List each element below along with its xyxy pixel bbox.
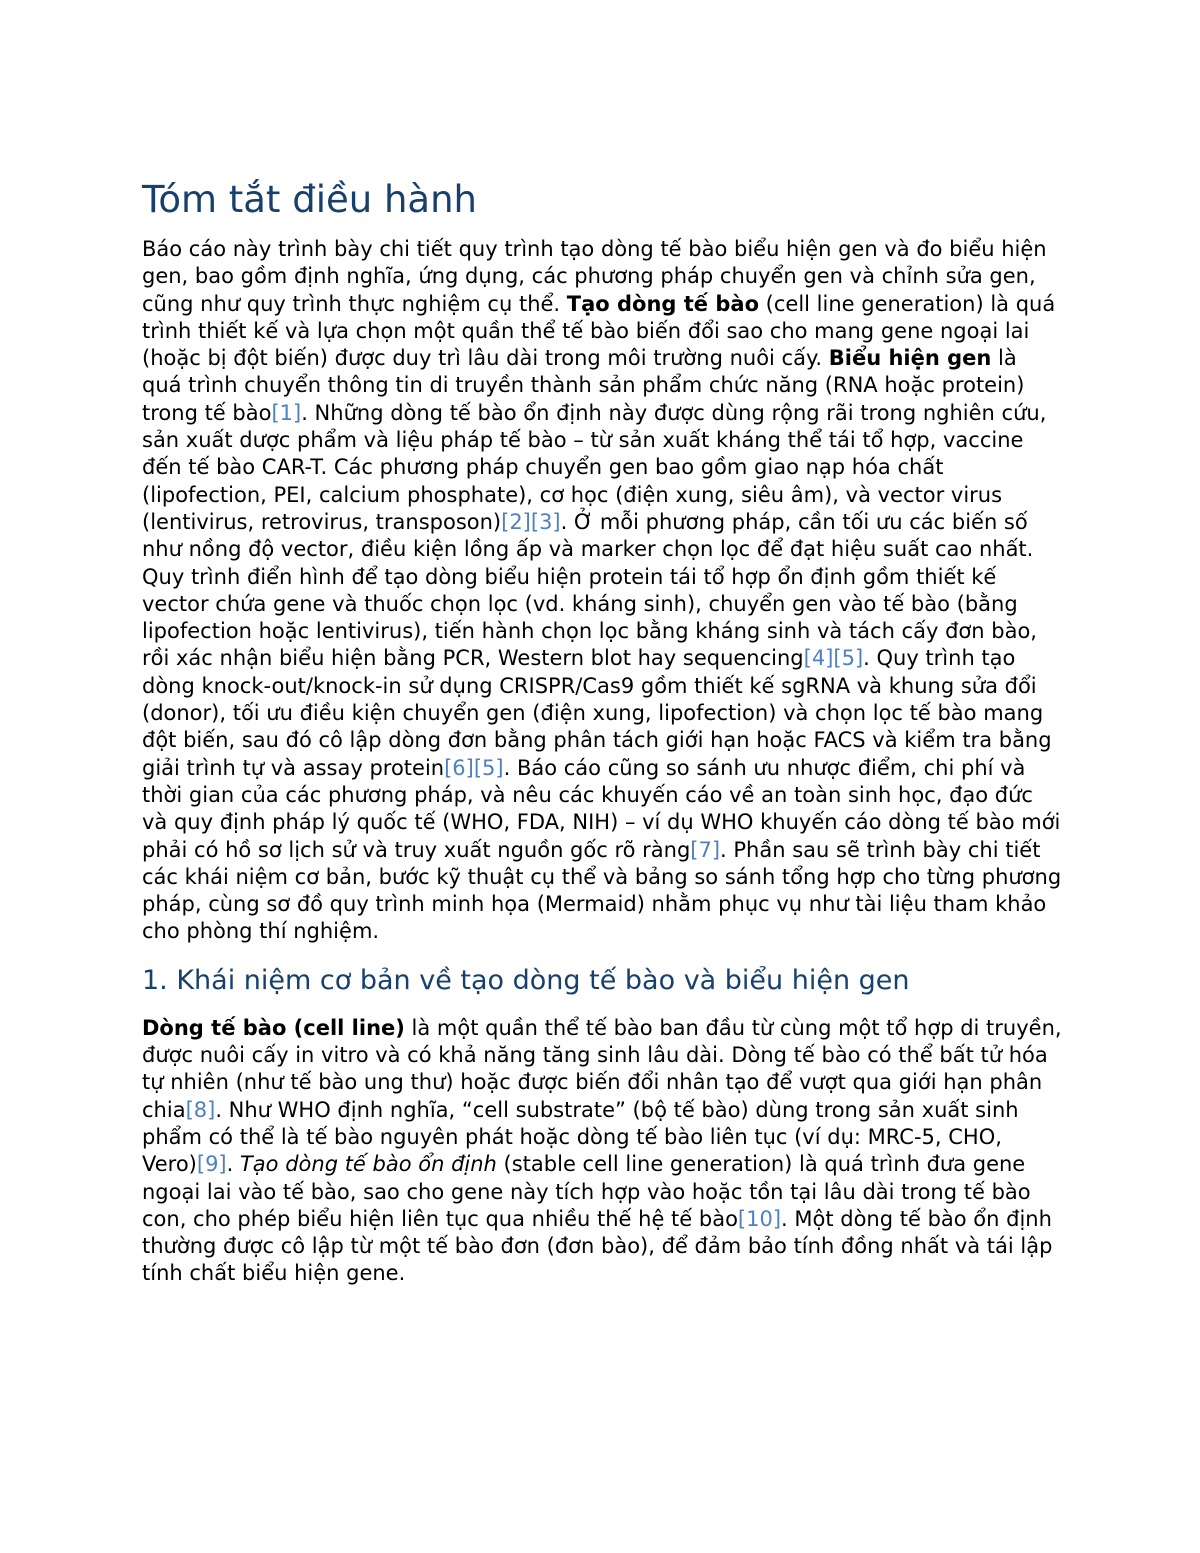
- text-run: (stable cell line generation) là quá trình đưa gene ngoại lai vào tế bào, sao cho gene này tích hợp vào hoặc tồn tại lâu dài trong tế bào con, cho phép biểu hiện liên tục qua nhiều thế hệ tế bào: [142, 1152, 1031, 1231]
- text-run: . Quy trình tạo dòng knock-out/knock-in sử dụng CRISPR/Cas9 gồm thiết kế sgRNA và khung sửa đổi (donor), tối ưu điều kiện chuyển gen (điện xung, lipofection) và chọn lọc tế bào mang đột biến, sau đó cô lập dòng đơn bằng phân tách giới hạn hoặc FACS và kiểm tra bằng giải trình tự và assay protein: [142, 646, 1052, 780]
- citation-link[interactable]: [2]: [501, 509, 531, 534]
- text-run: . Báo cáo cũng so sánh ưu nhược điểm, chi phí và thời gian của các phương pháp, và nêu các khuyến cáo về an toàn sinh học, đạo đức và quy định pháp lý quốc tế (WHO, FDA, NIH) – ví dụ WHO khuyến cáo dòng tế bào mới phải có hồ sơ lịch sử và truy xuất nguồn gốc rõ ràng: [142, 755, 1061, 862]
- text-run: là một quần thể tế bào ban đầu từ cùng một tổ hợp di truyền, được nuôi cấy in vitro và có khả năng tăng sinh lâu dài. Dòng tế bào có thể bất tử hóa tự nhiên (như tế bào ung thư) hoặc được biến đổi nhân tạo để vượt qua giới hạn phân chia: [142, 1015, 1062, 1122]
- text-run: . Như WHO định nghĩa, “cell substrate” (bộ tế bào) dùng trong sản xuất sinh phẩm có thể là tế bào nguyên phát hoặc dòng tế bào liên tục (ví dụ: MRC-5, CHO, Vero): [142, 1097, 1019, 1177]
- text-run: . Một dòng tế bào ổn định thường được cô lập từ một tế bào đơn (đơn bào), để đảm bảo tính đồng nhất và tái lập tính chất biểu hiện gene.: [142, 1206, 1053, 1286]
- citation-link[interactable]: [4]: [803, 646, 834, 671]
- citation-link[interactable]: [9]: [196, 1152, 227, 1177]
- text-run: . Những dòng tế bào ổn định này được dùng rộng rãi trong nghiên cứu, sản xuất dược phẩm và liệu pháp tế bào – từ sản xuất kháng thể tái tổ hợp, vaccine đến tế bào CAR-T. Các phương pháp chuyển gen bao gồm giao nạp hóa chất (lipofection, PEI, calcium phosphate), cơ học (điện xung, siêu âm), và vector virus (lentivirus, retrovirus, transposon): [142, 400, 1047, 534]
- citation-link[interactable]: [3]: [530, 509, 561, 534]
- bold-term: Dòng tế bào (cell line): [142, 1015, 405, 1040]
- bold-term: Tạo dòng tế bào: [566, 291, 759, 316]
- bold-term: Biểu hiện gen: [828, 346, 992, 371]
- citation-link[interactable]: [1]: [271, 400, 302, 425]
- citation-link[interactable]: [5]: [833, 646, 864, 671]
- citation-link[interactable]: [5]: [473, 755, 504, 780]
- text-run: Báo cáo này trình bày chi tiết quy trình tạo dòng tế bào biểu hiện gen và đo biểu hiện gen, bao gồm định nghĩa, ứng dụng, các phương pháp chuyển gen và chỉnh sửa gen, cũng như quy trình thực nghiệm cụ thể.: [142, 237, 1047, 316]
- text-run: (cell line generation) là quá trình thiết kế và lựa chọn một quần thể tế bào biến đổi sao cho mang gene ngoại lai (hoặc bị đột biến) được duy trì lâu dài trong môi trường nuôi cấy.: [142, 291, 1056, 371]
- text-run: . Ở mỗi phương pháp, cần tối ưu các biến số như nồng độ vector, điều kiện lồng ấp và marker chọn lọc để đạt hiệu suất cao nhất. Quy trình điển hình để tạo dòng biểu hiện protein tái tổ hợp ổn định gồm thiết kế vector chứa gene và thuốc chọn lọc (vd. kháng sinh), chuyển gen vào tế bào (bằng lipofection hoặc lentivirus), tiến hành chọn lọc bằng kháng sinh và tách cấy đơn bào, rồi xác nhận biểu hiện bằng PCR, Western blot hay sequencing: [142, 509, 1037, 671]
- heading-executive-summary: Tóm tắt điều hành: [142, 178, 477, 221]
- heading-section-1: 1. Khái niệm cơ bản về tạo dòng tế bào và biểu hiện gen: [142, 964, 910, 996]
- citation-link[interactable]: [8]: [185, 1097, 216, 1122]
- document-page: [142, 170, 1062, 1288]
- text-run: . Phần sau sẽ trình bày chi tiết các khái niệm cơ bản, bước kỹ thuật cụ thể và bảng so sánh tổng hợp cho từng phương pháp, cùng sơ đồ quy trình minh họa (Mermaid) nhằm phục vụ như tài liệu tham khảo cho phòng thí nghiệm.: [142, 837, 1062, 944]
- citation-link[interactable]: [7]: [690, 837, 721, 862]
- section1-paragraph: [142, 1015, 1062, 1288]
- citation-link[interactable]: [6]: [444, 755, 474, 780]
- text-run: .: [226, 1152, 240, 1177]
- citation-link[interactable]: [10]: [737, 1206, 782, 1231]
- summary-paragraph: [142, 236, 1062, 946]
- text-run: là quá trình chuyển thông tin di truyền thành sản phẩm chức năng (RNA hoặc protein) trong tế bào: [142, 346, 1025, 425]
- italic-term: Tạo dòng tế bào ổn định: [239, 1152, 497, 1177]
